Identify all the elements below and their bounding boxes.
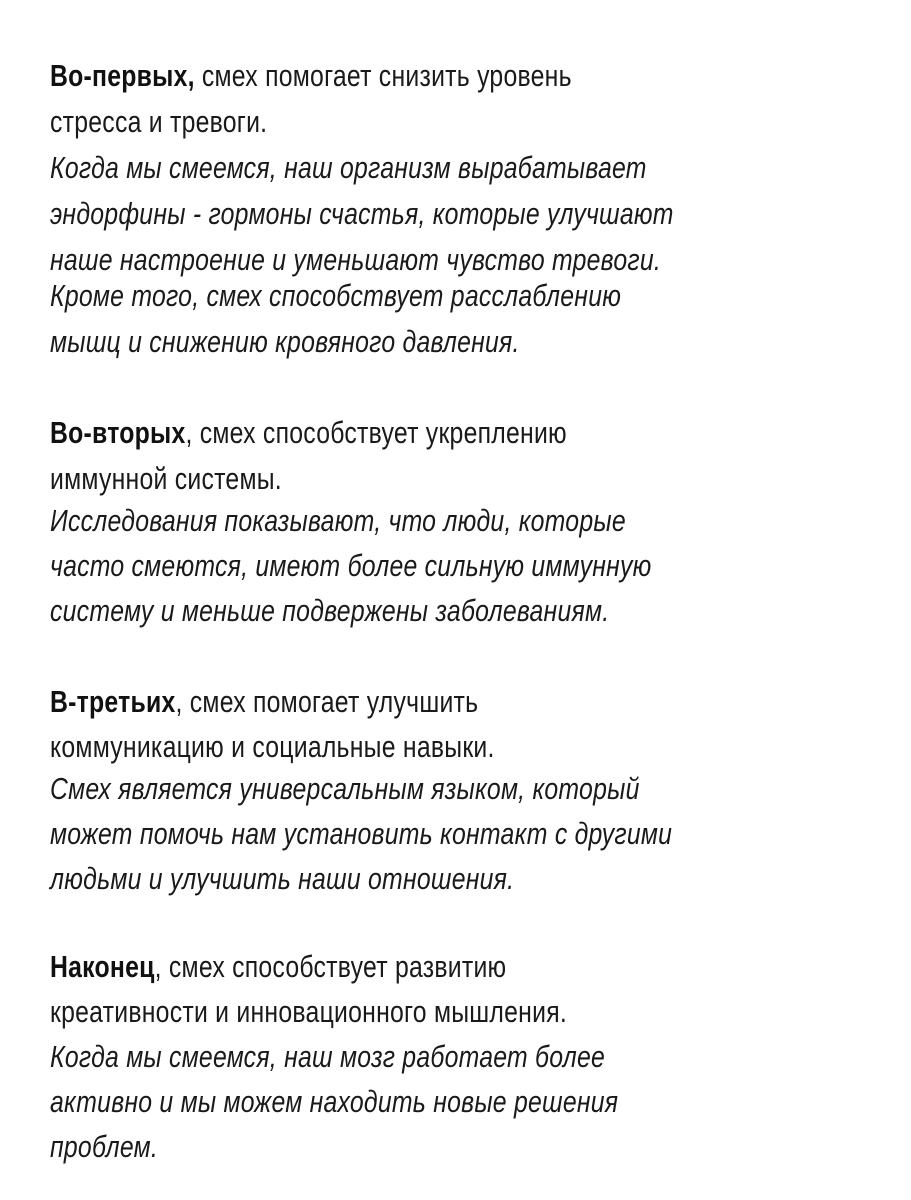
section-1-explanation-line: Кроме того, смех способствует расслаблению	[50, 278, 622, 313]
section-1-lead: Во-первых,	[50, 58, 195, 93]
section-3-lead-rest: , смех помогает улучшить	[175, 684, 479, 719]
section-4-explanation-line: проблем.	[50, 1129, 158, 1164]
section-4-heading-line	[50, 944, 506, 990]
section-1-explanation-line: мышц и снижению кровяного давления.	[50, 324, 520, 359]
section-3-explanation-line: людьми и улучшить наши отношения.	[50, 861, 515, 896]
section-4-explanation-line: активно и мы можем находить новые решения	[50, 1084, 619, 1119]
section-3-explanation-line: Смех является универсальным языком, который	[50, 771, 640, 806]
section-3-explanation-line: может помочь нам установить контакт с другими	[50, 816, 673, 851]
section-3-lead: В-третьих	[50, 684, 176, 719]
section-4-statement: креативности и инновационного мышления.	[50, 994, 568, 1029]
section-1-explanation-line: наше настроение и уменьшают чувство тревоги.	[50, 242, 661, 277]
section-2-explanation-line: часто смеются, имеют более сильную иммунную	[50, 548, 652, 583]
section-3-statement: коммуникацию и социальные навыки.	[50, 729, 495, 764]
section-1-lead-rest: смех помогает снизить уровень	[194, 58, 572, 93]
section-2-explanation-line: систему и меньше подвержены заболеваниям.	[50, 593, 610, 628]
section-2-explanation-line: Исследования показывают, что люди, которые	[50, 503, 626, 538]
section-1-explanation-line: эндорфины - гормоны счастья, которые улучшают	[50, 196, 674, 231]
section-2-statement: иммунной системы.	[50, 461, 282, 496]
section-4-lead-rest: , смех способствует развитию	[154, 949, 507, 984]
section-3-heading-line	[50, 679, 478, 725]
section-2-lead-rest: , смех способствует укреплению	[185, 415, 567, 450]
section-4-lead: Наконец	[50, 949, 155, 984]
section-1-statement: стресса и тревоги.	[50, 104, 268, 139]
section-2-heading-line	[50, 410, 567, 456]
section-4-explanation-line: Когда мы смеемся, наш мозг работает более	[50, 1039, 606, 1074]
section-2-lead: Во-вторых	[50, 415, 186, 450]
section-1-heading-line	[50, 53, 572, 99]
section-1-explanation-line: Когда мы смеемся, наш организм вырабатывает	[50, 150, 647, 185]
